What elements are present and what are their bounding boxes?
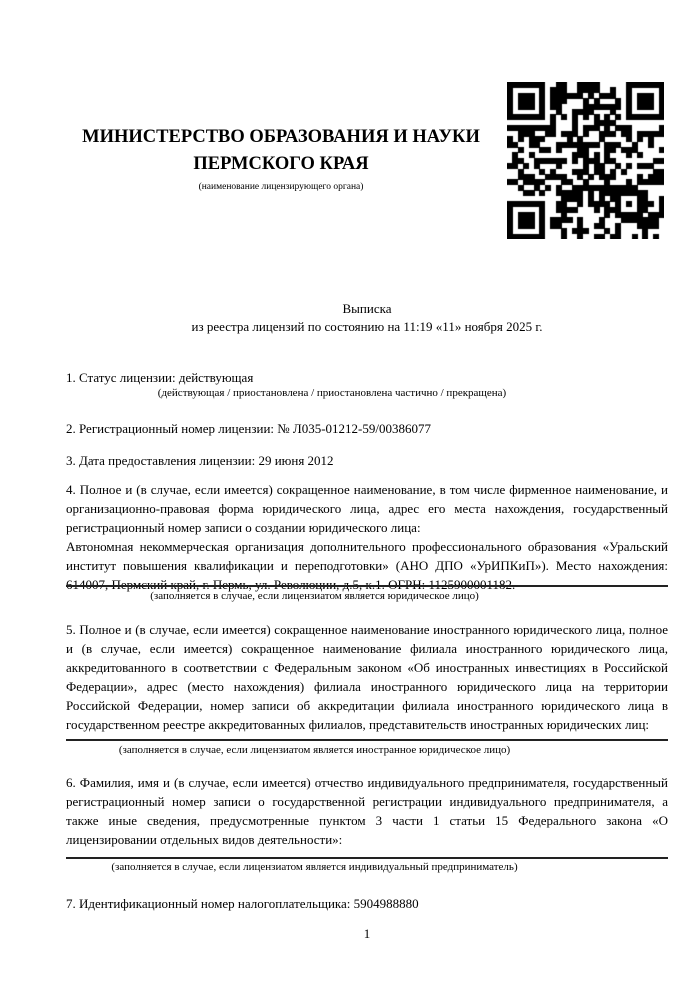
item-taxpayer-id [66, 894, 668, 913]
item-license-status [66, 368, 668, 387]
licensing-authority-header [66, 124, 496, 192]
individual-entrepreneur-label: 6. Фамилия, имя и (в случае, если имеется) отчество индивидуального предпринимателя, государственный регистрационный номер записи о государственной регистрации индивидуального предпринимателя, а также иные сведения, предусмотренные пунктом 3 части 1 статьи 15 Федерального закона «О лицензировании отдельных видов деятельности»: [66, 775, 668, 847]
foreign-entity-details-label: 5. Полное и (в случае, если имеется) сокращенное наименование иностранного юридического лица, полное и (в случае, если имеется) сокращенное наименование филиала иностранного юридического лица, аккредитованного в соответствии с Федеральным законом «Об иностранных инвестициях в Российской Федерации», адрес (место нахождения) филиала иностранного юридического лица на территории Российской Федерации, номер записи об аккредитации филиала иностранного юридического лица в государственном реестре аккредитованных филиалов, представительств иностранных юридических лиц: [66, 622, 668, 732]
item-legal-entity-details [66, 480, 668, 594]
authority-name-line2: ПЕРМСКОГО КРАЯ [193, 154, 369, 174]
license-grant-date-text: 3. Дата предоставления лицензии: 29 июня 2012 [66, 453, 334, 468]
foreign-entity-rule [66, 739, 668, 741]
legal-entity-details-value: Автономная некоммерческая организация дополнительного профессионального образования «Уральский институт повышения квалификации и переподготовки» (АНО ДПО «УрИПКиП»). Место нахождения: 614007, Пермский край, г. Пермь, ул. Революции, д.5, к.1. ОГРН: 1125900001182. [66, 539, 668, 592]
individual-entrepreneur-rule [66, 857, 668, 859]
qr-code-icon [507, 82, 664, 239]
legal-entity-details-label: 4. Полное и (в случае, если имеется) сокращенное наименование, в том числе фирменное наименование, и организационно-правовая форма юридического лица, адрес его места нахождения, государственный регистрационный номер записи о создании юридического лица: [66, 482, 668, 535]
legal-entity-caption: (заполняется в случае, если лицензиатом является юридическое лицо) [150, 590, 479, 602]
registration-number-text: 2. Регистрационный номер лицензии: № Л035-01212-59/00386077 [66, 421, 432, 436]
individual-entrepreneur-caption: (заполняется в случае, если лицензиатом является индивидуальный предприниматель) [111, 861, 518, 873]
document-title [66, 300, 668, 335]
taxpayer-id-text: 7. Идентификационный номер налогоплательщика: 5904988880 [66, 896, 419, 911]
page-number: 1 [363, 926, 371, 941]
document-title-line2: из реестра лицензий по состоянию на 11:19 «11» ноября 2025 г. [191, 318, 543, 334]
authority-name-line1: МИНИСТЕРСТВО ОБРАЗОВАНИЯ И НАУКИ [82, 127, 480, 147]
license-status-caption: (действующая / приостановлена / приостановлена частично / прекращена) [157, 387, 507, 399]
item-foreign-entity-details [66, 620, 668, 734]
document-title-line1: Выписка [342, 301, 392, 316]
item-registration-number [66, 419, 668, 438]
legal-entity-rule [66, 585, 668, 587]
foreign-entity-caption: (заполняется в случае, если лицензиатом является иностранное юридическое лицо) [118, 744, 511, 756]
license-status-text: 1. Статус лицензии: действующая [66, 370, 254, 385]
item-individual-entrepreneur-details [66, 773, 668, 849]
authority-caption: (наименование лицензирующего органа) [198, 182, 364, 192]
item-license-grant-date [66, 451, 668, 470]
